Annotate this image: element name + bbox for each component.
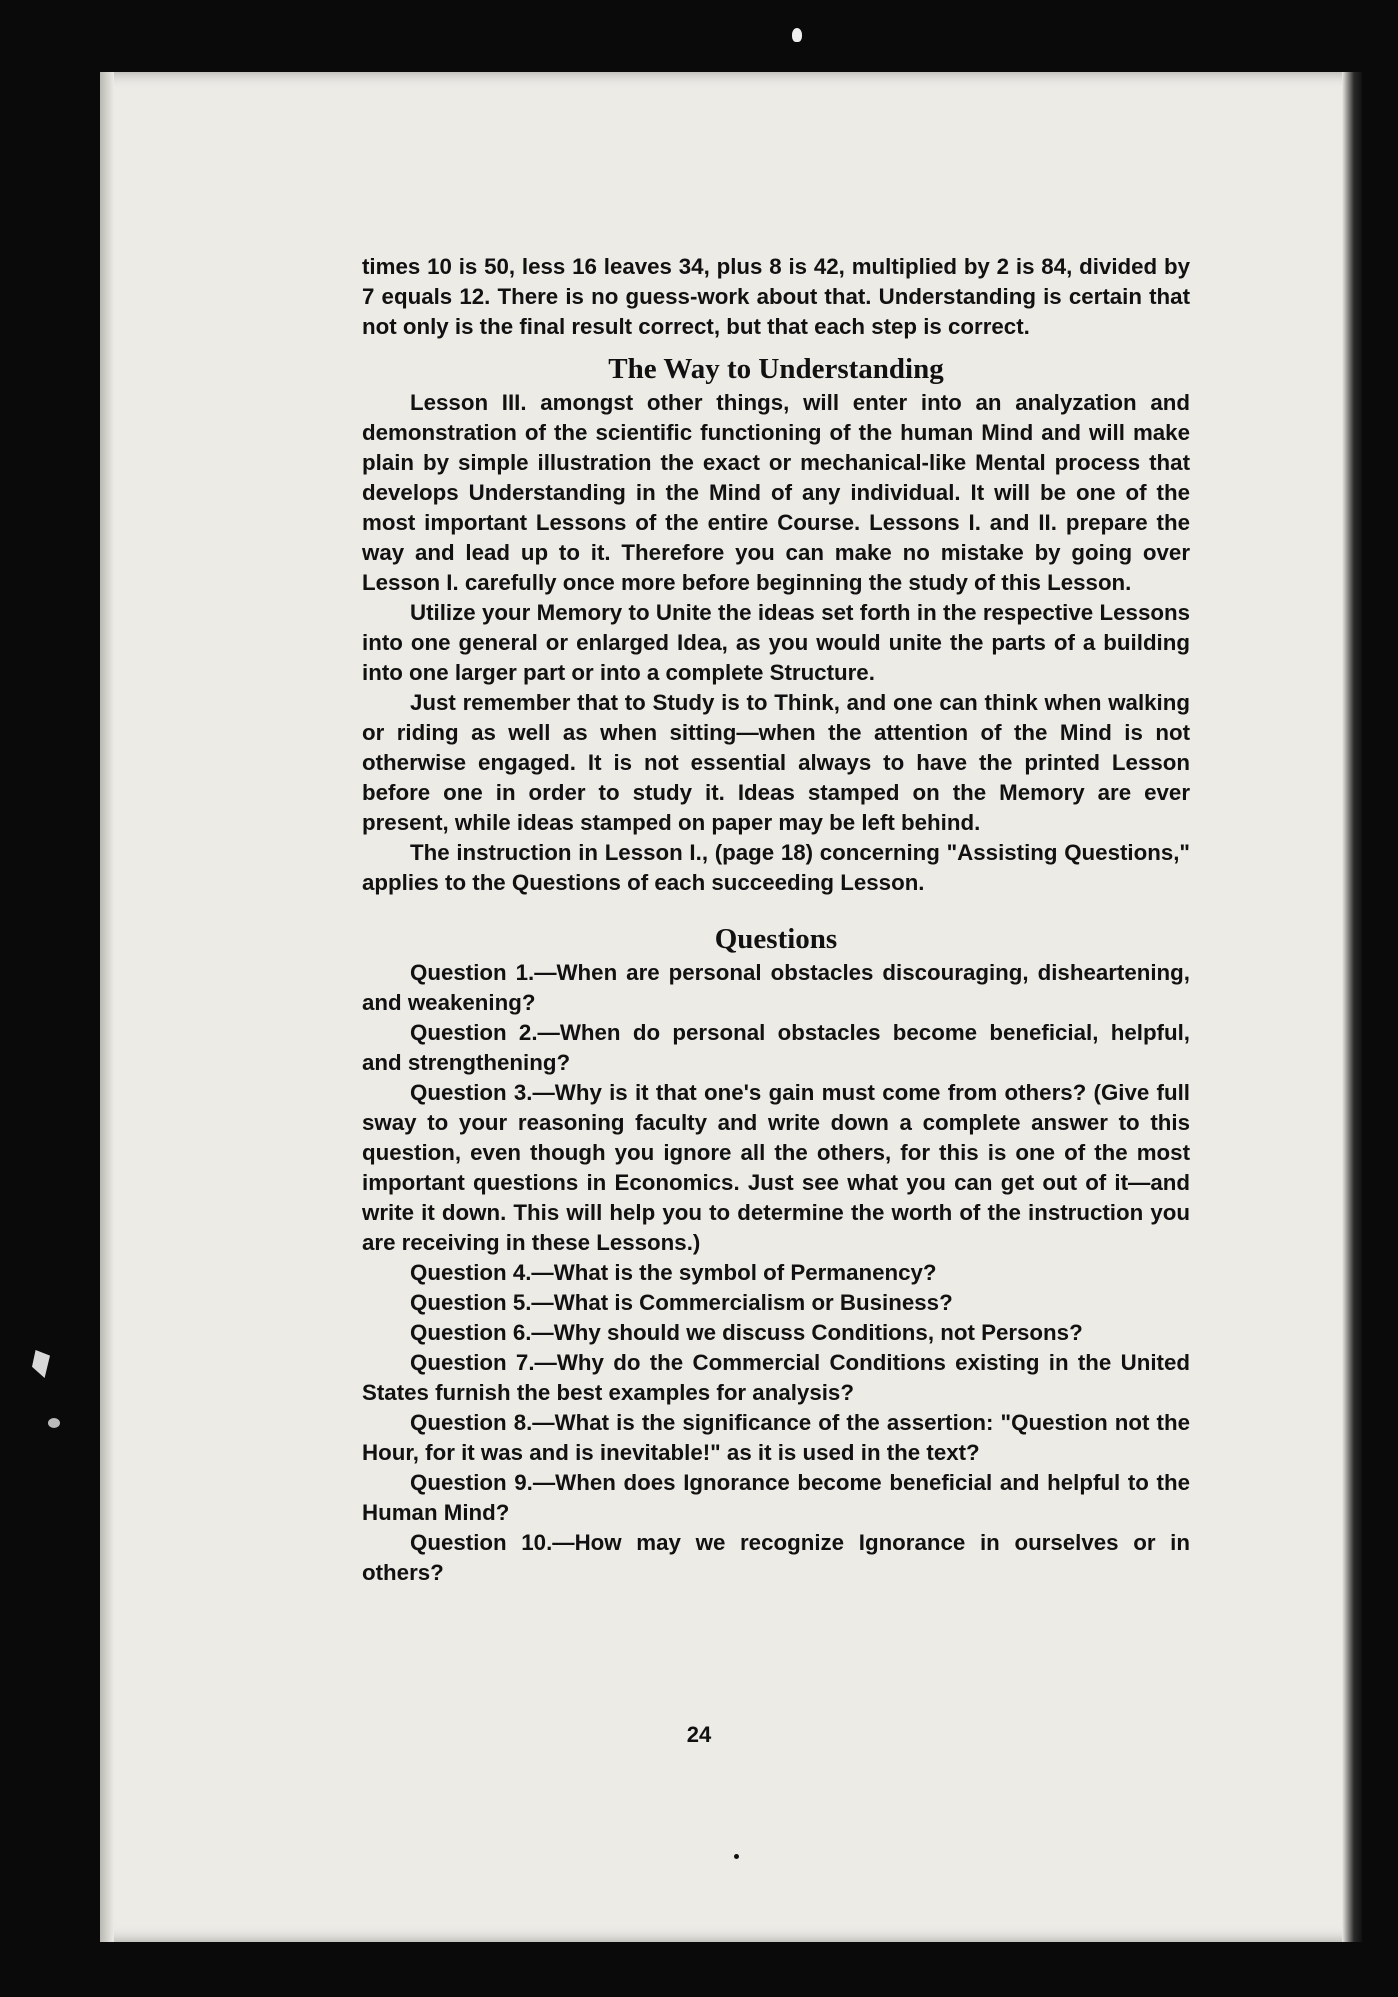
section-heading-questions: Questions [714,923,838,955]
question-item: Question 7.—Why do the Commercial Conditions existing in the United States furnish the best examples for analysis? [362,1350,1190,1405]
question-item: Question 10.—How may we recognize Ignorance in ourselves or in others? [362,1530,1190,1585]
question-item: Question 3.—Why is it that one's gain must come from others? (Give full sway to your reasoning faculty and write down a complete answer to this question, even though you ignore all the others, for this is one of the most important questions in Economics. Just see what you can get out of it—and write it down. This will help you to determine the worth of the instruction you are receiving in these Lessons.) [362,1080,1190,1255]
question-item: Question 9.—When does Ignorance become beneficial and helpful to the Human Mind? [362,1470,1190,1525]
question-item: Question 6.—Why should we discuss Conditions, not Persons? [410,1320,1083,1345]
intro-paragraph: times 10 is 50, less 16 leaves 34, plus 8 is 42, multiplied by 2 is 84, divided by 7 equals 12. There is no guess-work about that. Understanding is certain that not only is the final result correct, but that each step is correct. [362,254,1190,339]
question-item: Question 5.—What is Commercialism or Business? [410,1290,953,1315]
scan-mark [32,1350,50,1378]
section-heading-way-to-understanding: The Way to Understanding [608,353,944,385]
question-item: Question 1.—When are personal obstacles discouraging, disheartening, and weakening? [362,960,1190,1015]
page-right-edge [1342,72,1362,1942]
scan-mark [48,1418,60,1428]
body-paragraph: Just remember that to Study is to Think, and one can think when walking or riding as well as when sitting—when the attention of the Mind is not otherwise engaged. It is not essential always to have the printed Lesson before one in order to study it. Ideas stamped on the Memory are ever present, while ideas stamped on paper may be left behind. [362,690,1190,835]
page-body [362,252,1190,1588]
question-item: Question 8.—What is the significance of the assertion: "Question not the Hour, for it was and is inevitable!" as it is used in the text? [362,1410,1190,1465]
scan-speck [734,1854,739,1859]
body-paragraph: The instruction in Lesson I., (page 18) concerning "Assisting Questions," applies to the Questions of each succeeding Lesson. [362,840,1190,895]
question-item: Question 2.—When do personal obstacles become beneficial, helpful, and strengthening? [362,1020,1190,1075]
page-number: 24 [686,1722,712,1747]
body-paragraph: Lesson III. amongst other things, will enter into an analyzation and demonstration of the scientific functioning of the human Mind and will make plain by simple illustration the exact or mechanical-like Mental process that develops Understanding in the Mind of any individual. It will be one of the most important Lessons of the entire Course. Lessons I. and II. prepare the way and lead up to it. Therefore you can make no mistake by going over Lesson I. carefully once more before beginning the study of this Lesson. [362,390,1190,595]
question-item: Question 4.—What is the symbol of Permanency? [410,1260,937,1285]
body-paragraph: Utilize your Memory to Unite the ideas set forth in the respective Lessons into one general or enlarged Idea, as you would unite the parts of a building into one larger part or into a complete Structure. [362,600,1190,685]
scan-speck [792,28,802,42]
page-left-edge [100,72,114,1942]
